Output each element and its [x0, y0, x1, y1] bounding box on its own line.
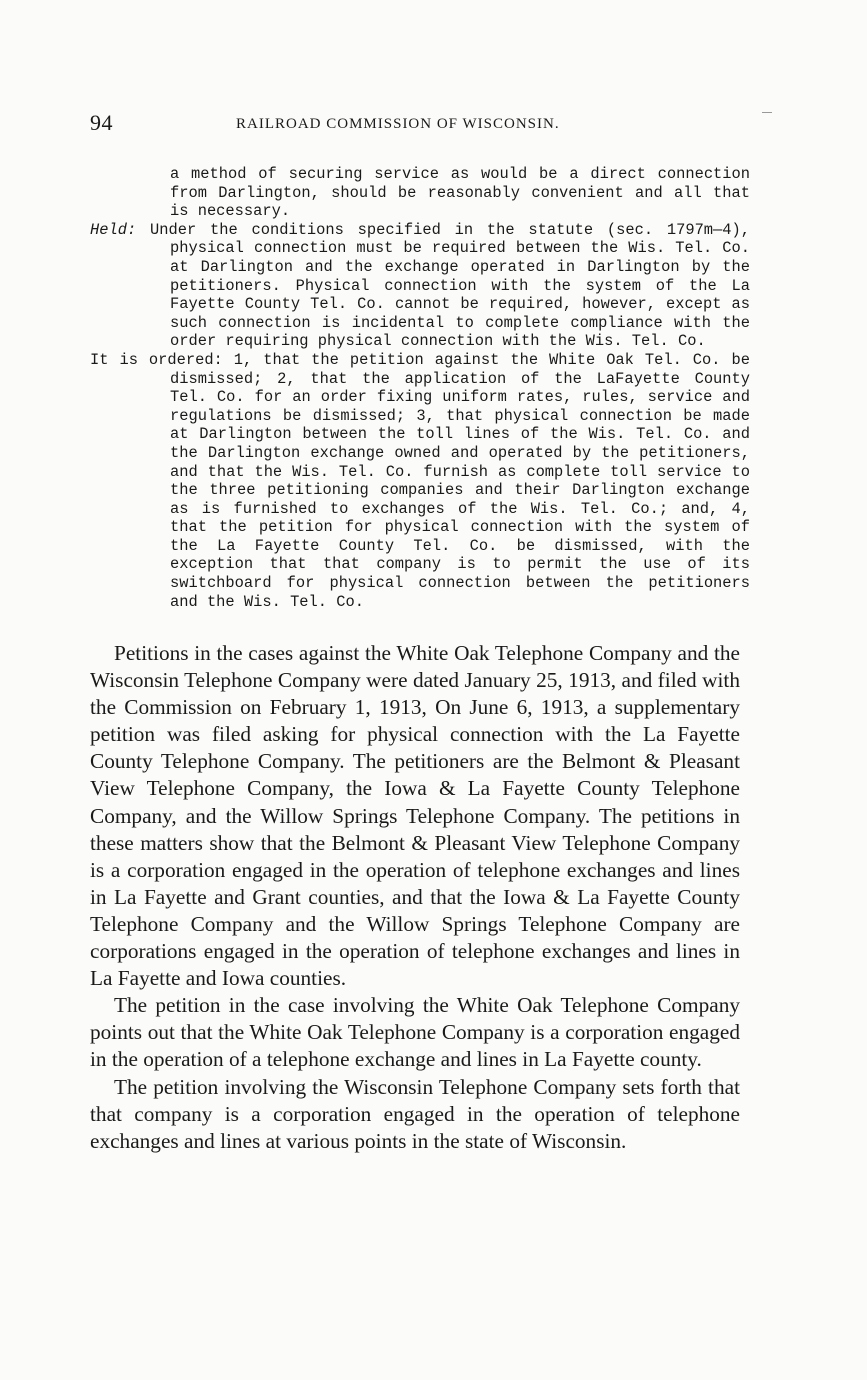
running-head: RAILROAD COMMISSION OF WISCONSIN. — [236, 116, 560, 132]
held-paragraph — [90, 221, 750, 351]
held-text: Under the conditions specified in the statute (sec. 1797m—4), physical connection must be required between the Wis. Tel. Co. at Darlington and the exchange operated in Darlington by the petitioners. Physical connection with the system of the La Fayette County Tel. Co. cannot be required, however, except as such connection is incidental to complete compliance with the order requiring physical connection with the Wis. Tel. Co. — [150, 220, 750, 351]
ordered-label: It is ordered: — [90, 350, 223, 369]
ordered-text: 1, that the petition against the White Oak Tel. Co. be dismissed; 2, that the application of the LaFayette County Tel. Co. for an order fixing uniform rates, rules, service and regulations be dismissed; 3, that physical connection be made at Darlington between the toll lines of the Wis. Tel. Co. and the Darlington exchange owned and operated by the petitioners, and that the Wis. Tel. Co. furnish as complete toll service to the three petitioning companies and their Darlington exchange as is furnished to exchanges of the Wis. Tel. Co.; and, 4, that the petition for physical connection with the system of the La Fayette County Tel. Co. be dismissed, with the exception that that company is to permit the use of its switchboard for physical connection between the petitioners and the Wis. Tel. Co. — [170, 350, 750, 611]
ordered-paragraph — [90, 351, 750, 611]
page-mark — [762, 112, 772, 113]
syllabus-continuation: a method of securing service as would be a direct connection from Darlington, should be reasonably convenient and all that is necessary. — [170, 165, 750, 221]
body-paragraph: The petition involving the Wisconsin Telephone Company sets forth that that company is a corporation engaged in the operation of telephone exchanges and lines at various points in the state of Wisconsin. — [90, 1074, 740, 1153]
body-paragraph: Petitions in the cases against the White Oak Telephone Company and the Wisconsin Telephone Company were dated January 25, 1913, and filed with the Commission on February 1, 1913, On June 6, 1913, a supplementary petition was filed asking for physical connection with the La Fayette County Telephone Company. The petitioners are the Belmont & Pleasant View Telephone Company, the Iowa & La Fayette County Telephone Company, and the Willow Springs Telephone Company. The petitions in these matters show that the Belmont & Pleasant View Telephone Company is a corporation engaged in the operation of telephone exchanges and lines in La Fayette and Grant counties, and that the Iowa & La Fayette County Telephone Company and the Willow Springs Telephone Company are corporations engaged in the operation of telephone exchanges and lines in La Fayette and Iowa counties. — [90, 641, 740, 991]
page-number: 94 — [90, 110, 113, 135]
syllabus — [90, 165, 750, 611]
body-text — [90, 640, 740, 1155]
body-paragraph: The petition in the case involving the White Oak Telephone Company points out that the White Oak Telephone Company is a corporation engaged in the operation of a telephone exchange and lines in La Fayette county. — [90, 993, 740, 1072]
held-label: Held: — [90, 220, 137, 239]
